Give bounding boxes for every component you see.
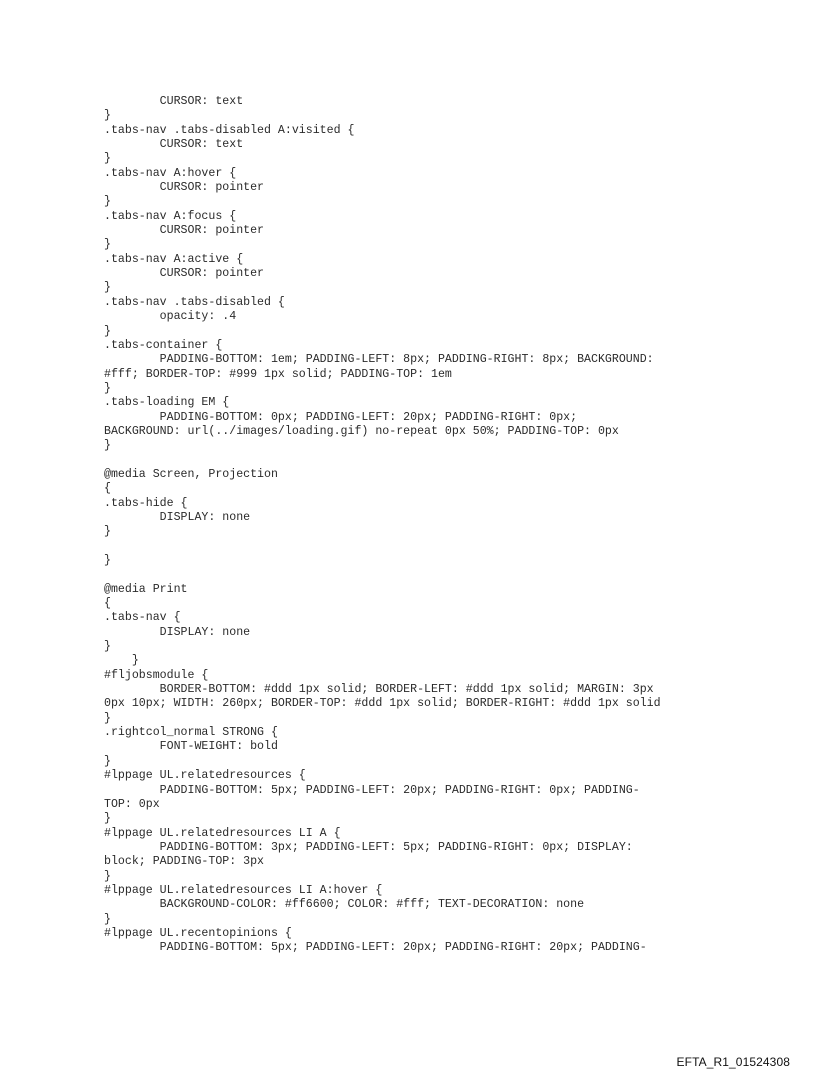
css-code-listing (104, 95, 744, 956)
code-line: } (104, 654, 139, 668)
code-line: .tabs-hide { (104, 496, 188, 510)
code-line: } (104, 281, 111, 295)
code-line: .tabs-container { (104, 338, 223, 352)
code-line: CURSOR: pointer (104, 224, 265, 238)
code-line: #lppage UL.relatedresources { (104, 769, 306, 783)
code-line: FONT-WEIGHT: bold (104, 740, 278, 754)
code-line: } (104, 869, 111, 883)
code-line: } (104, 195, 111, 209)
code-line: } (104, 912, 111, 926)
code-line (104, 540, 744, 554)
code-line: BACKGROUND: url(../images/loading.gif) no-repeat 0px 50%; PADDING-TOP: 0px (104, 424, 619, 438)
code-line: } (104, 109, 111, 123)
code-line: BACKGROUND-COLOR: #ff6600; COLOR: #fff; TEXT-DECORATION: none (104, 898, 585, 912)
code-line: .tabs-loading EM { (104, 396, 230, 410)
code-line: { (104, 597, 111, 611)
code-line: #lppage UL.relatedresources LI A { (104, 826, 341, 840)
code-line: .tabs-nav .tabs-disabled A:visited { (104, 123, 355, 137)
code-line: } (104, 525, 111, 539)
code-line: CURSOR: pointer (104, 181, 265, 195)
code-line: } (104, 152, 111, 166)
code-line: } (104, 324, 111, 338)
code-line: @media Print (104, 582, 188, 596)
code-line: DISPLAY: none (104, 510, 251, 524)
code-line: } (104, 754, 111, 768)
code-line: #fljobsmodule { (104, 668, 209, 682)
code-line: .tabs-nav .tabs-disabled { (104, 295, 285, 309)
code-line: } (104, 381, 111, 395)
code-line: @media Screen, Projection (104, 467, 278, 481)
code-line (104, 568, 744, 582)
code-line: 0px 10px; WIDTH: 260px; BORDER-TOP: #ddd 1px solid; BORDER-RIGHT: #ddd 1px solid (104, 697, 661, 711)
code-line: { (104, 482, 111, 496)
code-line: CURSOR: text (104, 95, 244, 108)
code-line: #lppage UL.recentopinions { (104, 926, 292, 940)
code-line: PADDING-BOTTOM: 1em; PADDING-LEFT: 8px; PADDING-RIGHT: 8px; BACKGROUND: (104, 353, 654, 367)
code-line: PADDING-BOTTOM: 5px; PADDING-LEFT: 20px; PADDING-RIGHT: 0px; PADDING- (104, 783, 640, 797)
code-line: block; PADDING-TOP: 3px (104, 855, 265, 869)
code-line: } (104, 439, 111, 453)
code-line: } (104, 812, 111, 826)
code-line: } (104, 238, 111, 252)
code-line: #lppage UL.relatedresources LI A:hover { (104, 883, 383, 897)
code-line: BORDER-BOTTOM: #ddd 1px solid; BORDER-LEFT: #ddd 1px solid; MARGIN: 3px (104, 683, 654, 697)
code-line: } (104, 640, 111, 654)
code-line: .tabs-nav A:active { (104, 252, 244, 266)
code-line: PADDING-BOTTOM: 5px; PADDING-LEFT: 20px; PADDING-RIGHT: 20px; PADDING- (104, 941, 647, 955)
code-line: CURSOR: text (104, 138, 244, 152)
code-line: TOP: 0px (104, 797, 160, 811)
code-line: .tabs-nav A:focus { (104, 209, 237, 223)
code-line: opacity: .4 (104, 310, 237, 324)
code-line: } (104, 711, 111, 725)
document-id: EFTA_R1_01524308 (676, 1055, 790, 1069)
code-line: PADDING-BOTTOM: 0px; PADDING-LEFT: 20px; PADDING-RIGHT: 0px; (104, 410, 578, 424)
code-line: .rightcol_normal STRONG { (104, 726, 278, 740)
code-line: #fff; BORDER-TOP: #999 1px solid; PADDING-TOP: 1em (104, 367, 452, 381)
code-line: CURSOR: pointer (104, 267, 265, 281)
code-line: .tabs-nav { (104, 611, 181, 625)
code-line: PADDING-BOTTOM: 3px; PADDING-LEFT: 5px; PADDING-RIGHT: 0px; DISPLAY: (104, 840, 633, 854)
code-line (104, 454, 744, 468)
code-line: } (104, 554, 111, 567)
code-line: .tabs-nav A:hover { (104, 166, 237, 180)
code-line: DISPLAY: none (104, 625, 251, 639)
